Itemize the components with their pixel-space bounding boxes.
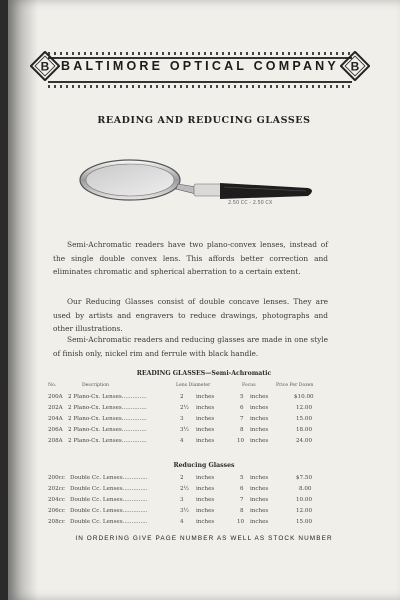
diameter-unit: inches bbox=[196, 519, 215, 525]
focus: 10 bbox=[237, 519, 245, 525]
diameter: 4 bbox=[180, 519, 184, 525]
focus: 8 bbox=[240, 508, 244, 514]
table-row bbox=[8, 427, 400, 437]
focus: 6 bbox=[240, 405, 244, 411]
diameter: 3½ bbox=[180, 508, 189, 514]
price: 18.00 bbox=[296, 427, 313, 433]
table-row bbox=[8, 486, 400, 496]
diameter-unit: inches bbox=[196, 475, 215, 481]
focus: 5 bbox=[240, 394, 244, 400]
table-row bbox=[8, 508, 400, 518]
diameter: 3 bbox=[180, 416, 184, 422]
paragraph-finish: Semi-Achromatic readers and reducing glasses are made in one style of finish only, nickel rim and ferrule with black handle. bbox=[53, 335, 328, 358]
diameter: 2 bbox=[180, 394, 184, 400]
diameter: 2 bbox=[180, 475, 184, 481]
description: 2 Plano-Cx. Lenses.............. bbox=[68, 427, 147, 433]
description: 2 Plano-Cx. Lenses.............. bbox=[68, 405, 147, 411]
focus-unit: inches bbox=[250, 508, 269, 514]
ordering-note: IN ORDERING GIVE PAGE NUMBER AS WELL AS STOCK NUMBER bbox=[75, 535, 333, 542]
company-name: BALTIMORE OPTICAL COMPANY bbox=[61, 59, 339, 73]
description: Double Cc. Lenses.............. bbox=[70, 508, 148, 514]
stock-number: 202A bbox=[48, 405, 63, 411]
paragraph-reducing-glasses: Our Reducing Glasses consist of double concave lenses. They are used by artists and engravers to reduce drawings, photographs and other illustrations. bbox=[53, 297, 328, 333]
company-header bbox=[30, 48, 370, 88]
diameter: 2½ bbox=[180, 405, 189, 411]
focus: 8 bbox=[240, 427, 244, 433]
focus-unit: inches bbox=[250, 427, 269, 433]
diameter-unit: inches bbox=[196, 438, 215, 444]
diameter: 3 bbox=[180, 497, 184, 503]
col-head-price: Price Per Dozen bbox=[276, 383, 314, 388]
diameter-unit: inches bbox=[196, 405, 215, 411]
diameter: 4 bbox=[180, 438, 184, 444]
stock-number: 200A bbox=[48, 394, 63, 400]
diameter: 3½ bbox=[180, 427, 189, 433]
focus-unit: inches bbox=[250, 519, 269, 525]
table-row bbox=[8, 519, 400, 529]
logo-letter-left: B bbox=[40, 59, 50, 74]
table-row bbox=[8, 405, 400, 415]
table-row bbox=[8, 394, 400, 404]
company-logo-right bbox=[340, 51, 370, 81]
diameter-unit: inches bbox=[196, 394, 215, 400]
stock-number: 200cc bbox=[48, 475, 65, 481]
diameter-unit: inches bbox=[196, 427, 215, 433]
reducing-glasses-title: Reducing Glasses bbox=[173, 462, 235, 469]
page-title: READING AND REDUCING GLASSES bbox=[97, 115, 311, 126]
focus: 7 bbox=[240, 497, 244, 503]
stock-number: 206A bbox=[48, 427, 63, 433]
focus-unit: inches bbox=[250, 475, 269, 481]
focus-unit: inches bbox=[250, 405, 269, 411]
focus-unit: inches bbox=[250, 416, 269, 422]
table-row bbox=[8, 416, 400, 426]
diameter-unit: inches bbox=[196, 508, 215, 514]
reading-glasses-table-title: READING GLASSES—Semi-Achromatic bbox=[136, 370, 272, 377]
paragraph-semi-achromatic: Semi-Achromatic readers have two plano-convex lenses, instead of the single double convex lens. This affords better correction and eliminates chromatic and spherical aberration to a certain extent. bbox=[53, 240, 328, 276]
col-head-number: No. bbox=[48, 383, 57, 388]
price: $7.50 bbox=[296, 475, 313, 481]
diameter-unit: inches bbox=[196, 497, 215, 503]
handle-label: 2.50 CC - 2.50 CX bbox=[228, 200, 273, 206]
description: Double Cc. Lenses.............. bbox=[70, 475, 148, 481]
logo-letter-right: B bbox=[350, 59, 360, 74]
focus-unit: inches bbox=[250, 486, 269, 492]
focus: 5 bbox=[240, 475, 244, 481]
description: Double Cc. Lenses.............. bbox=[70, 519, 148, 525]
diameter-unit: inches bbox=[196, 416, 215, 422]
price: 12.00 bbox=[296, 508, 313, 514]
focus-unit: inches bbox=[250, 394, 269, 400]
description: 2 Plano-Cx. Lenses.............. bbox=[68, 394, 147, 400]
stock-number: 204cc bbox=[48, 497, 65, 503]
stock-number: 208A bbox=[48, 438, 63, 444]
focus-unit: inches bbox=[250, 438, 269, 444]
magnifying-glass-icon bbox=[78, 152, 348, 222]
stock-number: 206cc bbox=[48, 508, 65, 514]
description: Double Cc. Lenses.............. bbox=[70, 497, 148, 503]
price: 15.00 bbox=[296, 416, 313, 422]
focus: 10 bbox=[237, 438, 245, 444]
focus: 7 bbox=[240, 416, 244, 422]
price: 24.00 bbox=[296, 438, 313, 444]
table-row bbox=[8, 497, 400, 507]
diameter: 2½ bbox=[180, 486, 189, 492]
price: $10.00 bbox=[294, 394, 314, 400]
stock-number: 208cc bbox=[48, 519, 65, 525]
stock-number: 202cc bbox=[48, 486, 65, 492]
stock-number: 204A bbox=[48, 416, 63, 422]
table-row bbox=[8, 438, 400, 448]
price: 8.00 bbox=[299, 486, 312, 492]
description: Double Cc. Lenses.............. bbox=[70, 486, 148, 492]
description: 2 Plano-Cx. Lenses.............. bbox=[68, 416, 147, 422]
focus-unit: inches bbox=[250, 497, 269, 503]
catalog-page bbox=[8, 0, 400, 600]
diameter-unit: inches bbox=[196, 486, 215, 492]
table-row bbox=[8, 475, 400, 485]
price: 12.00 bbox=[296, 405, 313, 411]
col-head-lens-diameter: Lens Diameter bbox=[176, 383, 211, 388]
focus: 6 bbox=[240, 486, 244, 492]
price: 10.00 bbox=[296, 497, 313, 503]
col-head-description: Description bbox=[82, 383, 109, 388]
col-head-focus: Focus bbox=[242, 383, 256, 388]
price: 15.00 bbox=[296, 519, 313, 525]
description: 2 Plano-Cx. Lenses.............. bbox=[68, 438, 147, 444]
